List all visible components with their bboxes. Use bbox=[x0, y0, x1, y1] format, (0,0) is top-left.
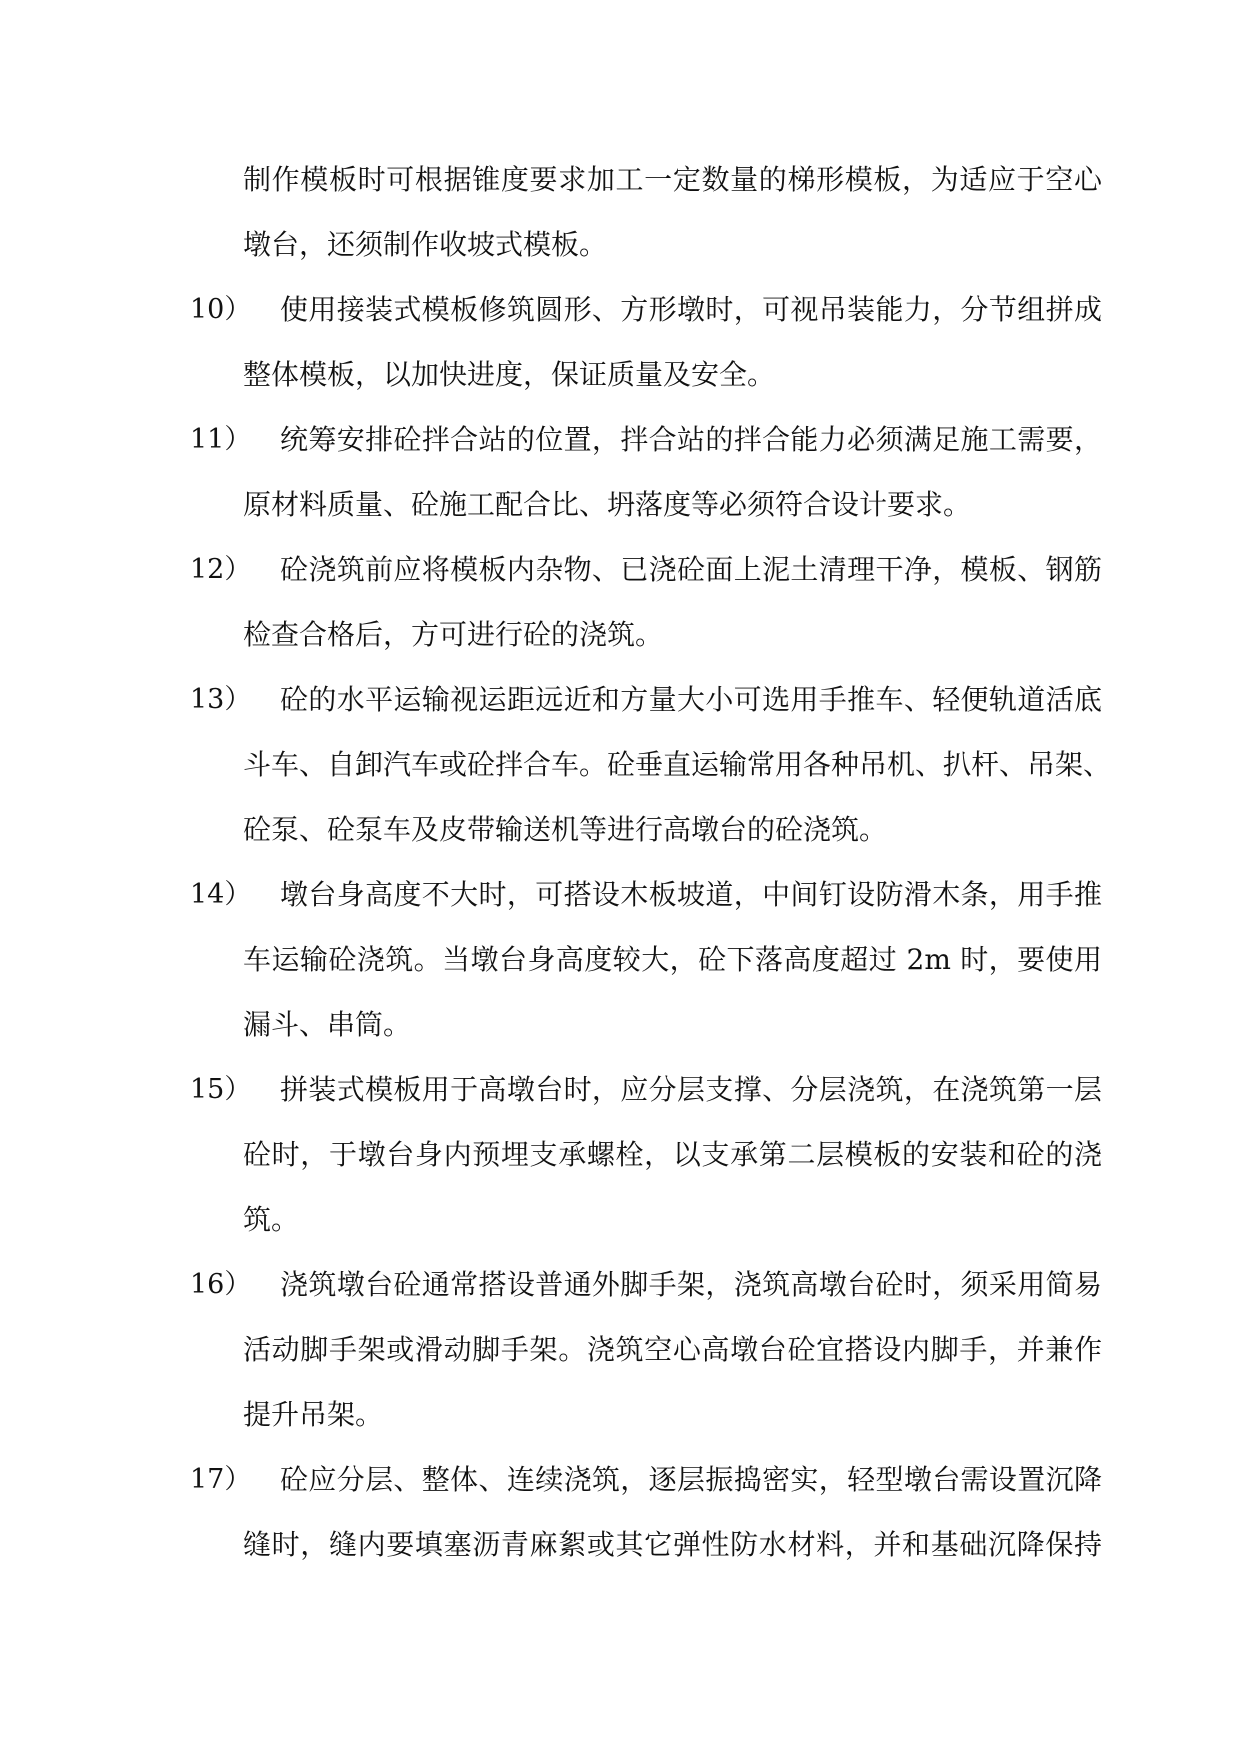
text-line: 斗车、自卸汽车或砼拌合车。砼垂直运输常用各种吊机、扒杆、吊架、 bbox=[243, 748, 1112, 781]
text-line: 检查合格后，方可进行砼的浇筑。 bbox=[243, 618, 664, 651]
item-number: 15） bbox=[190, 1074, 252, 1105]
text-line: 提升吊架。 bbox=[243, 1398, 384, 1431]
item-number: 14） bbox=[190, 879, 252, 910]
text-line: 砼应分层、整体、连续浇筑，逐层振捣密实，轻型墩台需设置沉降 bbox=[280, 1463, 1102, 1496]
text-line: 漏斗、串筒。 bbox=[243, 1008, 412, 1041]
text-line: 砼时，于墩台身内预埋支承螺栓，以支承第二层模板的安装和砼的浇 bbox=[243, 1138, 1102, 1171]
text-line: 筑。 bbox=[243, 1203, 300, 1236]
item-number: 12） bbox=[190, 554, 252, 585]
text-line: 砼泵、砼泵车及皮带输送机等进行高墩台的砼浇筑。 bbox=[243, 813, 888, 846]
item-number: 11） bbox=[190, 424, 252, 455]
item-number: 17） bbox=[190, 1464, 252, 1495]
text-line: 原材料质量、砼施工配合比、坍落度等必须符合设计要求。 bbox=[243, 488, 972, 521]
text-line: 活动脚手架或滑动脚手架。浇筑空心高墩台砼宜搭设内脚手，并兼作 bbox=[243, 1333, 1102, 1366]
text-line: 缝时，缝内要填塞沥青麻絮或其它弹性防水材料，并和基础沉降保持 bbox=[243, 1528, 1102, 1561]
text-line: 制作模板时可根据锥度要求加工一定数量的梯形模板，为适应于空心 bbox=[243, 163, 1102, 196]
text-line: 浇筑墩台砼通常搭设普通外脚手架，浇筑高墩台砼时，须采用简易 bbox=[280, 1268, 1102, 1301]
item-number: 16） bbox=[190, 1269, 252, 1300]
text-line: 砼浇筑前应将模板内杂物、已浇砼面上泥土清理干净，模板、钢筋 bbox=[280, 553, 1102, 586]
text-line: 拼装式模板用于高墩台时，应分层支撑、分层浇筑，在浇筑第一层 bbox=[280, 1073, 1102, 1106]
item-number: 10） bbox=[190, 294, 252, 325]
text-line: 墩台，还须制作收坡式模板。 bbox=[243, 228, 608, 261]
text-line: 车运输砼浇筑。当墩台身高度较大，砼下落高度超过 2m 时，要使用 bbox=[243, 943, 1102, 976]
text-line: 整体模板，以加快进度，保证质量及安全。 bbox=[243, 358, 776, 391]
text-line: 使用接装式模板修筑圆形、方形墩时，可视吊装能力，分节组拼成 bbox=[280, 293, 1102, 326]
text-line: 砼的水平运输视运距远近和方量大小可选用手推车、轻便轨道活底 bbox=[280, 683, 1102, 716]
text-line: 统筹安排砼拌合站的位置，拌合站的拌合能力必须满足施工需要， bbox=[280, 423, 1102, 456]
text-line: 墩台身高度不大时，可搭设木板坡道，中间钉设防滑木条，用手推 bbox=[280, 878, 1102, 911]
item-number: 13） bbox=[190, 684, 252, 715]
